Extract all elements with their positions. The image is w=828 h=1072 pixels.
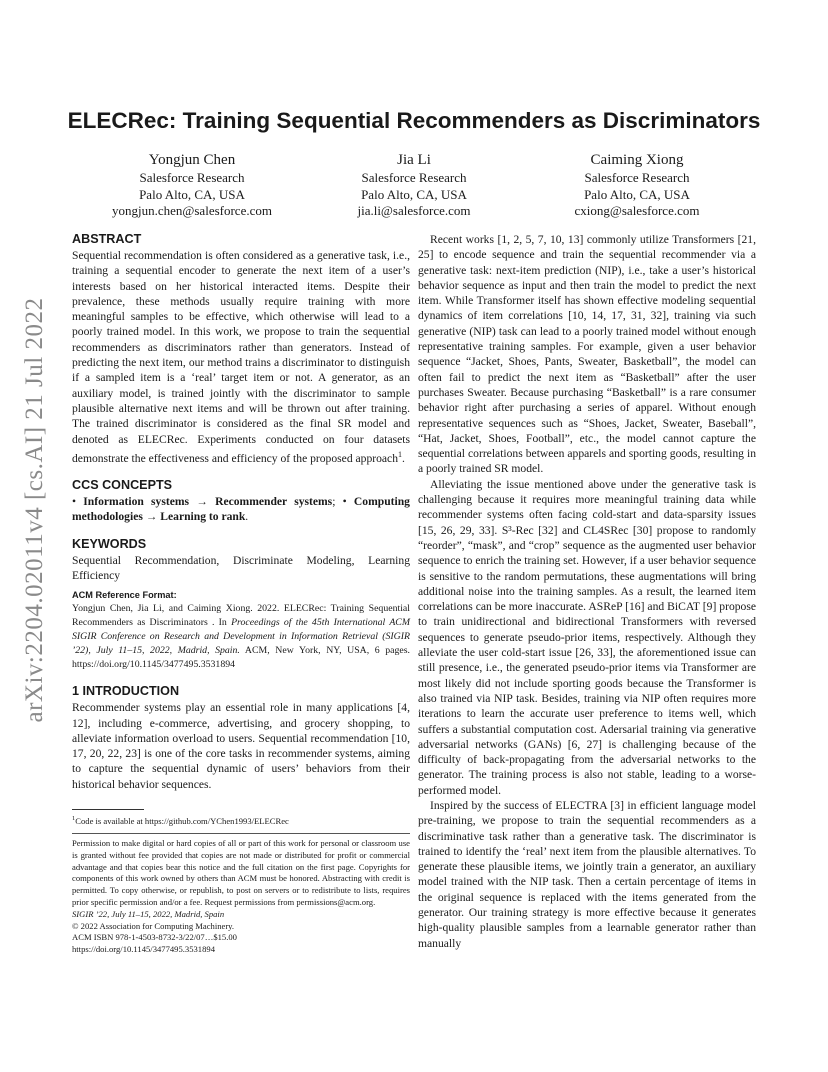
isbn-line: ACM ISBN 978-1-4503-8732-3/22/07…$15.00 <box>72 932 237 943</box>
paragraph-proposal: Inspired by the success of ELECTRA [3] in efficient language model pre-training, we propose to train the sequential recommenders as a discriminative task rather than a generative task. The discriminator is trained to identify the ‘real’ next item from the plausible alternatives. To generate these plausible items, we jointly train a generator, an auxiliary model trained with the NIP task. Then a certain percentage of items in the original sequence is replaced with the items generated from the generator. Our training strategy is more effective because it generates high-quality plausible samples from a learnable generator rather than manually <box>418 798 756 950</box>
acm-reference-heading: ACM Reference Format: <box>72 590 177 601</box>
paper-title: ELECRec: Training Sequential Recommenders as Discriminators <box>67 108 761 133</box>
author-affiliation: Salesforce Research <box>361 170 467 185</box>
paragraph-challenges: Alleviating the issue mentioned above under the generative task is challenging because it requires more meaningful training data while recommender systems often facing cold-start and data-sparsity issues [15, 26, 29, 33]. S³-Rec [32] and CL4SRec [30] propose to randomly “reorder”, “mask”, and “crop” sequence as the augmented user behavior sequence to enrich the training set. However, if a user behavior sequence is sensitive to the random permutations, these augmentations will bring additional noise into the training samples. As a result, the learned item correlations can be more inaccurate. ASReP [16] and BiCAT [9] propose to train unidirectional and bidirectional Transformers with reversed sequences to generate pseudo-prior items, respectively. Although they alleviate the user cold-start issue [26, 33], the aforementioned issue can still presence, i.e., the generated pseudo-prior items via Transformer are most likely did not include sporting goods because the Transformer is also trained via NIP task. Besides, training via NIP often requires more iterations to learn the accurate user preference to items well, which suffers a substantial computation cost. Adersarial training via generative adversarial networks (GANs) [6, 27] is challenging because of the difficulty of back-propagating from the adversarial networks to the generator. The training process is also not stable, leading to a worse-performed model. <box>418 477 756 797</box>
copyright-line: © 2022 Association for Computing Machinery. <box>72 920 235 931</box>
author-email: jia.li@salesforce.com <box>357 203 471 218</box>
ccs-text: • Information systems → Recommender systems; • Computing methodologies → Learning to rank. <box>72 495 410 524</box>
abstract-heading: ABSTRACT <box>72 232 142 246</box>
paragraph-related-work: Recent works [1, 2, 5, 7, 10, 13] commonly utilize Transformers [21, 25] to encode sequence and train the sequential recommender via a generative task: next-item prediction (NIP), i.e., take a user’s historical behavior sequence as input and then train the model to predict the next item. While Transformer itself has shown effective modeling sequential dynamics of item correlations [10, 14, 17, 31, 32], training via such generative (NIP) task can lead to a poorly trained model without enough representative training samples. For example, given a user behavior sequence “Jacket, Shoes, Pants, Sweater, Basketball”, the model can often fail to predict the next item as “Basketball” after the user purchases Sweater. Because purchasing “Basketball” is a rare consumer behavior right after purchasing a series of apparel. Without enough representative sequences such as “Shoes, Jacket, Sweater, Baseball”, “Hat, Jacket, Shoes, Football”, etc., the model cannot capture the sequential correlations between apparels and sporting goods, resulting in a poorly trained SR model. <box>418 233 756 476</box>
author-block-2 <box>304 150 524 220</box>
author-name: Yongjun Chen <box>148 152 236 168</box>
footnote-rule <box>72 809 144 810</box>
author-block-3 <box>527 150 747 220</box>
author-affiliation: Salesforce Research <box>584 170 690 185</box>
arxiv-stamp: arXiv:2204.02011v4 [cs.AI] 21 Jul 2022 <box>21 297 48 723</box>
author-name: Caiming Xiong <box>590 152 684 168</box>
footnote: $^1$Code is available at https://github.com/YChen1993/ELECRec <box>72 815 289 826</box>
author-name: Jia Li <box>397 152 431 168</box>
ccs-heading: CCS CONCEPTS <box>72 478 173 493</box>
footnote-mark: 1 <box>398 449 402 459</box>
author-affiliation: Salesforce Research <box>139 170 245 185</box>
conference-line: SIGIR ’22, July 11–15, 2022, Madrid, Spain <box>72 908 225 919</box>
acm-reference-text: Yongjun Chen, Jia Li, and Caiming Xiong. 2022. ELECRec: Training Sequential Recommenders as Discriminators . In Proceedings of the 45th International ACM SIGIR Conference on Research and Development in Information Retrieval (SIGIR ’22), July 11–15, 2022, Madrid, Spain. ACM, New York, NY, USA, 6 pages. https://doi.org/10.1145/3477495.3531894 <box>72 603 410 671</box>
left-column <box>72 230 410 792</box>
right-column <box>418 232 756 951</box>
author-block-1 <box>82 150 302 220</box>
keywords-text: Sequential Recommendation, Discriminate Modeling, Learning Efficiency <box>72 553 410 582</box>
permission-rule <box>72 833 410 834</box>
keywords-heading: KEYWORDS <box>72 536 147 551</box>
author-email: cxiong@salesforce.com <box>574 203 700 218</box>
abstract-text: Sequential recommendation is often considered as a generative task, i.e., training a sequential encoder to generate the next item of a user’s interests based on her historical interacted items. Despite their prevalence, these methods usually require training with more meaningful samples to be effective, which otherwise will lead to a poorly trained model. In this work, we propose to train the sequential recommenders as discriminators rather than generators. Instead of predicting the next item, our method trains a discriminator to distinguish if a sampled item is a ‘real’ target item or not. A generator, as an auxiliary model, is trained jointly with the discriminator to sample plausible alternative next items and will be thrown out after training. The trained discriminator is considered as the final SR model and denoted as ELECRec. Experiments conducted on four datasets demonstrate the effectiveness and efficiency of the proposed approach$^1$. <box>72 249 410 465</box>
author-email: yongjun.chen@salesforce.com <box>112 203 272 218</box>
author-location: Palo Alto, CA, USA <box>584 186 690 202</box>
author-location: Palo Alto, CA, USA <box>361 186 467 202</box>
permission-text: Permission to make digital or hard copies of all or part of this work for personal or classroom use is granted without fee provided that copies are not made or distributed for profit or commercial advantage and that copies bear this notice and the full citation on the first page. Copyrights for components of this work owned by others than ACM must be honored. Abstracting with credit is permitted. To copy otherwise, or republish, to post on servers or to redistribute to lists, requires prior specific permission and/or a fee. Request permissions from permissions@acm.org. <box>72 838 410 907</box>
introduction-text: Recommender systems play an essential role in many applications [4, 12], including e-commerce, advertising, and grocery shopping, to alleviate information overload to users. Sequential recommendation [10, 17, 20, 22, 23] is one of the core tasks in recommender systems, aiming to capture the sequential dynamic of users’ behaviors from their historical behavior sequences. <box>72 701 410 791</box>
author-location: Palo Alto, CA, USA <box>139 186 245 202</box>
introduction-heading: 1 INTRODUCTION <box>72 684 180 699</box>
permission-block <box>72 838 410 956</box>
doi-line: https://doi.org/10.1145/3477495.3531894 <box>72 944 215 955</box>
